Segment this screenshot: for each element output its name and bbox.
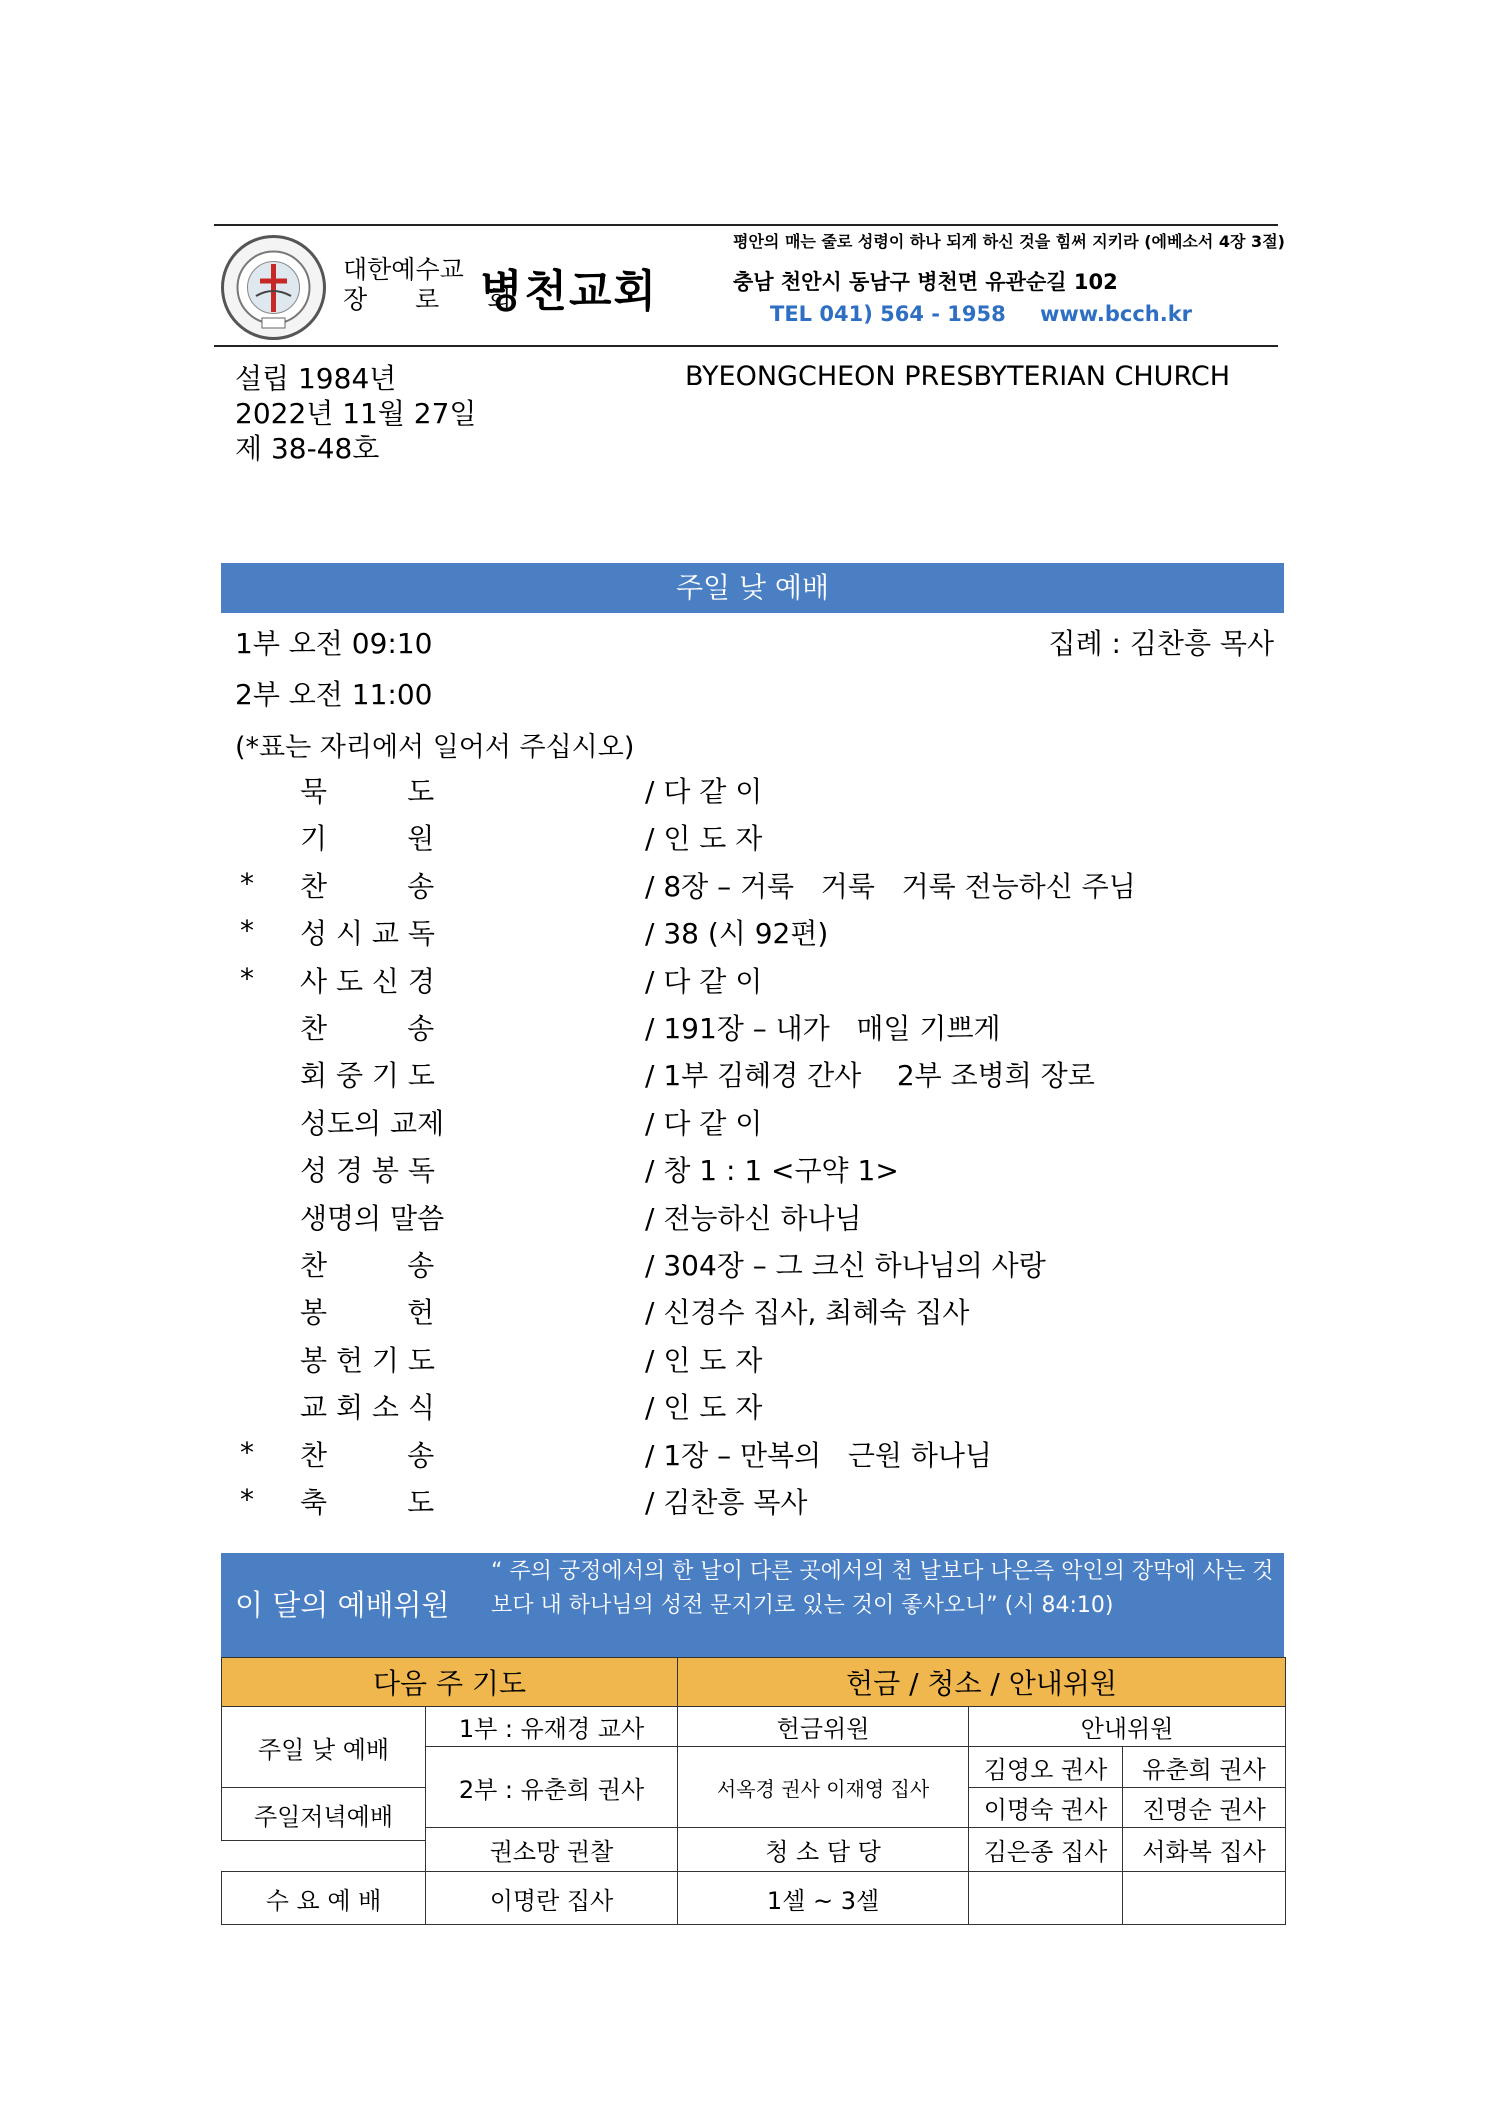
- standing-marker: *: [240, 1483, 254, 1516]
- order-item-name: 찬 송: [300, 1249, 435, 1282]
- header-bottom-rule: [214, 345, 1278, 347]
- offering-committee-label: 헌금위원: [678, 1707, 969, 1747]
- order-item-value: / 191장 – 내가 매일 기쁘게: [645, 1012, 1001, 1045]
- order-item-value: / 창 1 : 1 <구약 1>: [645, 1154, 899, 1188]
- order-item-name: 사 도 신 경: [300, 964, 435, 998]
- issue-number: 제 38-48호: [235, 432, 380, 465]
- order-item-name: 봉 헌: [300, 1296, 435, 1330]
- order-item-name: 봉 헌 기 도: [300, 1343, 435, 1377]
- part2-prayer: 2부 : 유춘희 권사: [426, 1747, 678, 1828]
- order-item: [230, 1007, 1280, 1054]
- order-item: [230, 1244, 1280, 1291]
- church-name: 병천교회: [480, 266, 659, 317]
- usher-1: 김영오 권사: [969, 1747, 1123, 1788]
- order-item: [230, 1054, 1280, 1101]
- usher-6: 서화복 집사: [1123, 1828, 1286, 1872]
- order-item: [230, 1481, 1280, 1528]
- order-item: [230, 1291, 1280, 1338]
- order-item-name: 생명의 말씀: [300, 1201, 445, 1235]
- bulletin-date: 2022년 11월 27일: [235, 397, 477, 430]
- order-item-value: / 전능하신 하나님: [645, 1201, 862, 1235]
- second-service-time: 2부 오전 11:00: [235, 678, 433, 711]
- order-item: [230, 960, 1280, 1007]
- empty-cell-2: [1123, 1872, 1286, 1925]
- website-link[interactable]: www.bcch.kr: [1040, 302, 1193, 326]
- order-item-value: / 다 같 이: [645, 964, 763, 998]
- order-item-name: 성 경 봉 독: [300, 1154, 435, 1188]
- order-item-value: / 김찬흥 목사: [645, 1486, 808, 1519]
- first-service-time: 1부 오전 09:10: [235, 627, 433, 660]
- order-item-value: / 인 도 자: [645, 822, 763, 856]
- usher-3: 이명숙 권사: [969, 1788, 1123, 1828]
- order-item-value: / 인 도 자: [645, 1343, 763, 1377]
- order-item-value: / 1장 – 만복의 근원 하나님: [645, 1438, 992, 1472]
- order-item: [230, 817, 1280, 864]
- telephone: TEL 041) 564 - 1958: [770, 302, 1006, 326]
- founded-year: 설립 1984년: [235, 362, 397, 395]
- empty-cell-1: [969, 1872, 1123, 1925]
- order-item-name: 찬 송: [300, 869, 435, 903]
- next-week-prayer-header: 다음 주 기도: [222, 1658, 678, 1707]
- offering-members: 서옥경 권사 이재영 집사: [678, 1747, 969, 1828]
- order-item-name: 성도의 교제: [300, 1106, 445, 1140]
- order-item-value: / 1부 김혜경 간사 2부 조병희 장로: [645, 1059, 1095, 1093]
- usher-2: 유춘희 권사: [1123, 1747, 1286, 1788]
- evening-prayer: 권소망 권찰: [426, 1828, 678, 1872]
- standing-marker: *: [240, 914, 254, 948]
- standing-marker: *: [240, 1435, 254, 1469]
- order-item-value: / 다 같 이: [645, 775, 763, 808]
- order-item-name: 묵 도: [300, 775, 435, 808]
- standing-marker: *: [240, 961, 254, 995]
- order-item: [230, 1339, 1280, 1386]
- part1-prayer: 1부 : 유재경 교사: [426, 1707, 678, 1747]
- order-item: [230, 1102, 1280, 1149]
- standing-note: (*표는 자리에서 일어서 주십시오): [235, 732, 635, 763]
- order-item-value: / 인 도 자: [645, 1391, 763, 1425]
- church-seal-logo: [220, 234, 327, 341]
- duty-table: [221, 1657, 1286, 1925]
- wednesday-service-label: 수 요 예 배: [222, 1872, 426, 1925]
- committee-label: 이 달의 예배위원: [235, 1588, 450, 1622]
- order-item: [230, 1149, 1280, 1196]
- motto: 평안의 매는 줄로 성령이 하나 되게 하신 것을 힘써 지키라 (에베소서 4장 3절): [733, 232, 1285, 251]
- order-item-name: 회 중 기 도: [300, 1059, 435, 1093]
- usher-5: 김은종 집사: [969, 1828, 1123, 1872]
- order-item-value: / 다 같 이: [645, 1106, 763, 1140]
- order-item-name: 찬 송: [300, 1438, 435, 1472]
- standing-marker: *: [240, 866, 254, 900]
- order-item: [230, 865, 1280, 912]
- order-item: [230, 1386, 1280, 1433]
- order-item: [230, 1197, 1280, 1244]
- order-item-name: 교 회 소 식: [300, 1391, 435, 1425]
- denomination-line1: 대한예수교: [343, 255, 464, 284]
- offering-cleaning-usher-header: 헌금 / 청소 / 안내위원: [678, 1658, 1286, 1707]
- scripture-quote: “ 주의 궁정에서의 한 날이 다른 곳에서의 천 날보다 나은즉 악인의 장막에 사는 것보다 내 하나님의 성전 문지기로 있는 것이 좋사오니” (시 84:10): [491, 1559, 1274, 1618]
- header-top-rule: [214, 224, 1278, 226]
- worship-title-bar: 주일 낮 예배: [221, 563, 1284, 613]
- usher-committee-label: 안내위원: [969, 1707, 1286, 1747]
- order-item: [230, 770, 1280, 817]
- order-item: [230, 912, 1280, 959]
- cleaning-label: 청 소 담 당: [678, 1828, 969, 1872]
- order-item-value: / 신경수 집사, 최혜숙 집사: [645, 1296, 970, 1330]
- cleaning-cells: 1셀 ~ 3셀: [678, 1872, 969, 1925]
- order-item-name: 기 원: [300, 822, 435, 856]
- order-item-value: / 8장 – 거룩 거룩 거룩 전능하신 주님: [645, 869, 1136, 903]
- order-item-name: 축 도: [300, 1486, 435, 1519]
- order-item: [230, 1434, 1280, 1481]
- address: 충남 천안시 동남구 병천면 유관순길 102: [733, 270, 1118, 294]
- english-church-name: BYEONGCHEON PRESBYTERIAN CHURCH: [685, 361, 1231, 392]
- sunday-day-service-label: 주일 낮 예배: [222, 1707, 426, 1788]
- denomination-line2: 장 로 회: [343, 285, 532, 314]
- officiant: 집례 : 김찬흥 목사: [1048, 627, 1274, 660]
- committee-banner: [221, 1553, 1284, 1657]
- usher-4: 진명순 권사: [1123, 1788, 1286, 1828]
- wednesday-prayer: 이명란 집사: [426, 1872, 678, 1925]
- sunday-evening-label: 주일저녁예배: [222, 1788, 426, 1841]
- order-item-name: 성 시 교 독: [300, 917, 435, 951]
- order-item-value: / 38 (시 92편): [645, 917, 829, 951]
- order-item-value: / 304장 – 그 크신 하나님의 사랑: [645, 1249, 1046, 1282]
- order-item-name: 찬 송: [300, 1012, 435, 1045]
